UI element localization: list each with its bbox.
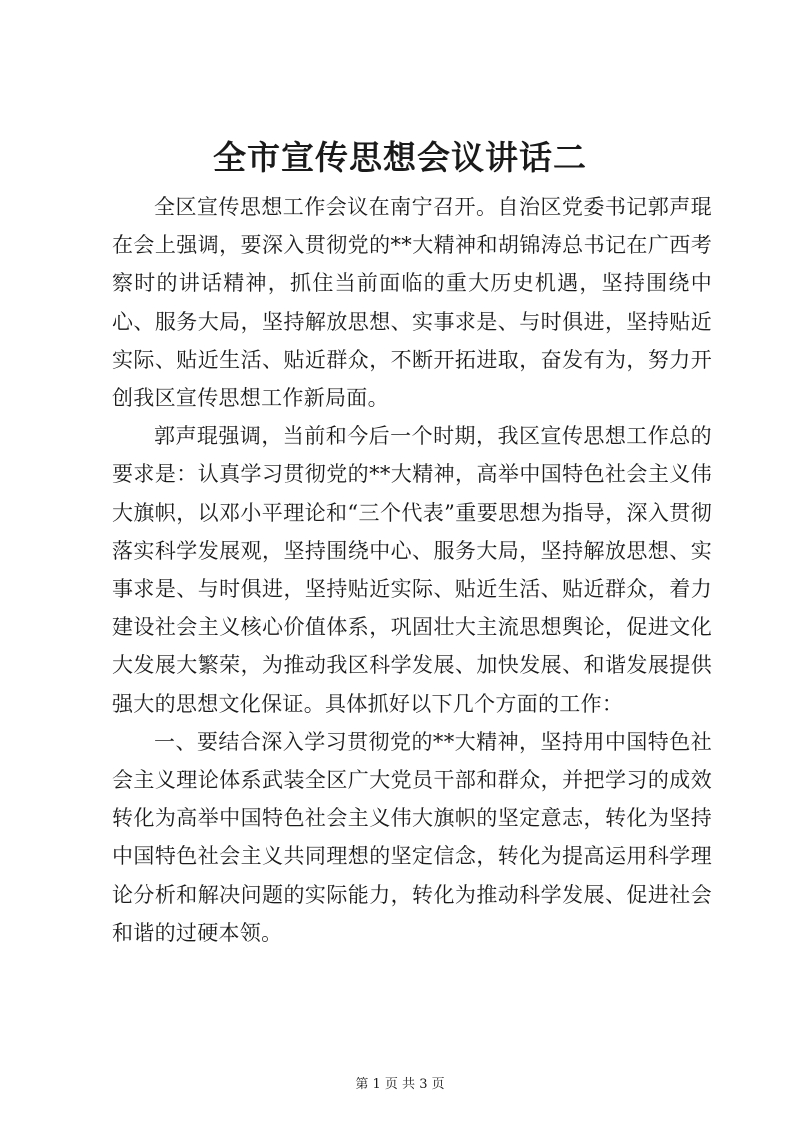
page-title: 全市宣传思想会议讲话二 <box>213 138 587 177</box>
paragraph: 一、要结合深入学习贯彻党的**大精神，坚持用中国特色社会主义理论体系武装全区广大党员干部和群众，并把学习的成效转化为高举中国特色社会主义伟大旗帜的坚定意志，转化为坚持中国特色社会主义共同理想的坚定信念，转化为提高运用科学理论分析和解决问题的实际能力，转化为推动科学发展、促进社会和谐的过硬本领。 <box>112 729 712 945</box>
paragraph: 全区宣传思想工作会议在南宁召开。自治区党委书记郭声琨在会上强调，要深入贯彻党的**大精神和胡锦涛总书记在广西考察时的讲话精神，抓住当前面临的重大历史机遇，坚持围绕中心、服务大局，坚持解放思想、实事求是、与时俱进，坚持贴近实际、贴近生活、贴近群众，不断开拓进取，奋发有为，努力开创我区宣传思想工作新局面。 <box>112 195 712 411</box>
paragraph: 郭声琨强调，当前和今后一个时期，我区宣传思想工作总的要求是：认真学习贯彻党的**大精神，高举中国特色社会主义伟大旗帜，以邓小平理论和“三个代表”重要思想为指导，深入贯彻落实科学发展观，坚持围绕中心、服务大局，坚持解放思想、实事求是、与时俱进，坚持贴近实际、贴近生活、贴近群众，着力建设社会主义核心价值体系，巩固壮大主流思想舆论，促进文化大发展大繁荣，为推动我区科学发展、加快发展、和谐发展提供强大的思想文化保证。具体抓好以下几个方面的工作： <box>112 424 712 716</box>
document-body <box>112 188 712 952</box>
page-number-footer: 第 1 页 共 3 页 <box>355 1077 445 1092</box>
